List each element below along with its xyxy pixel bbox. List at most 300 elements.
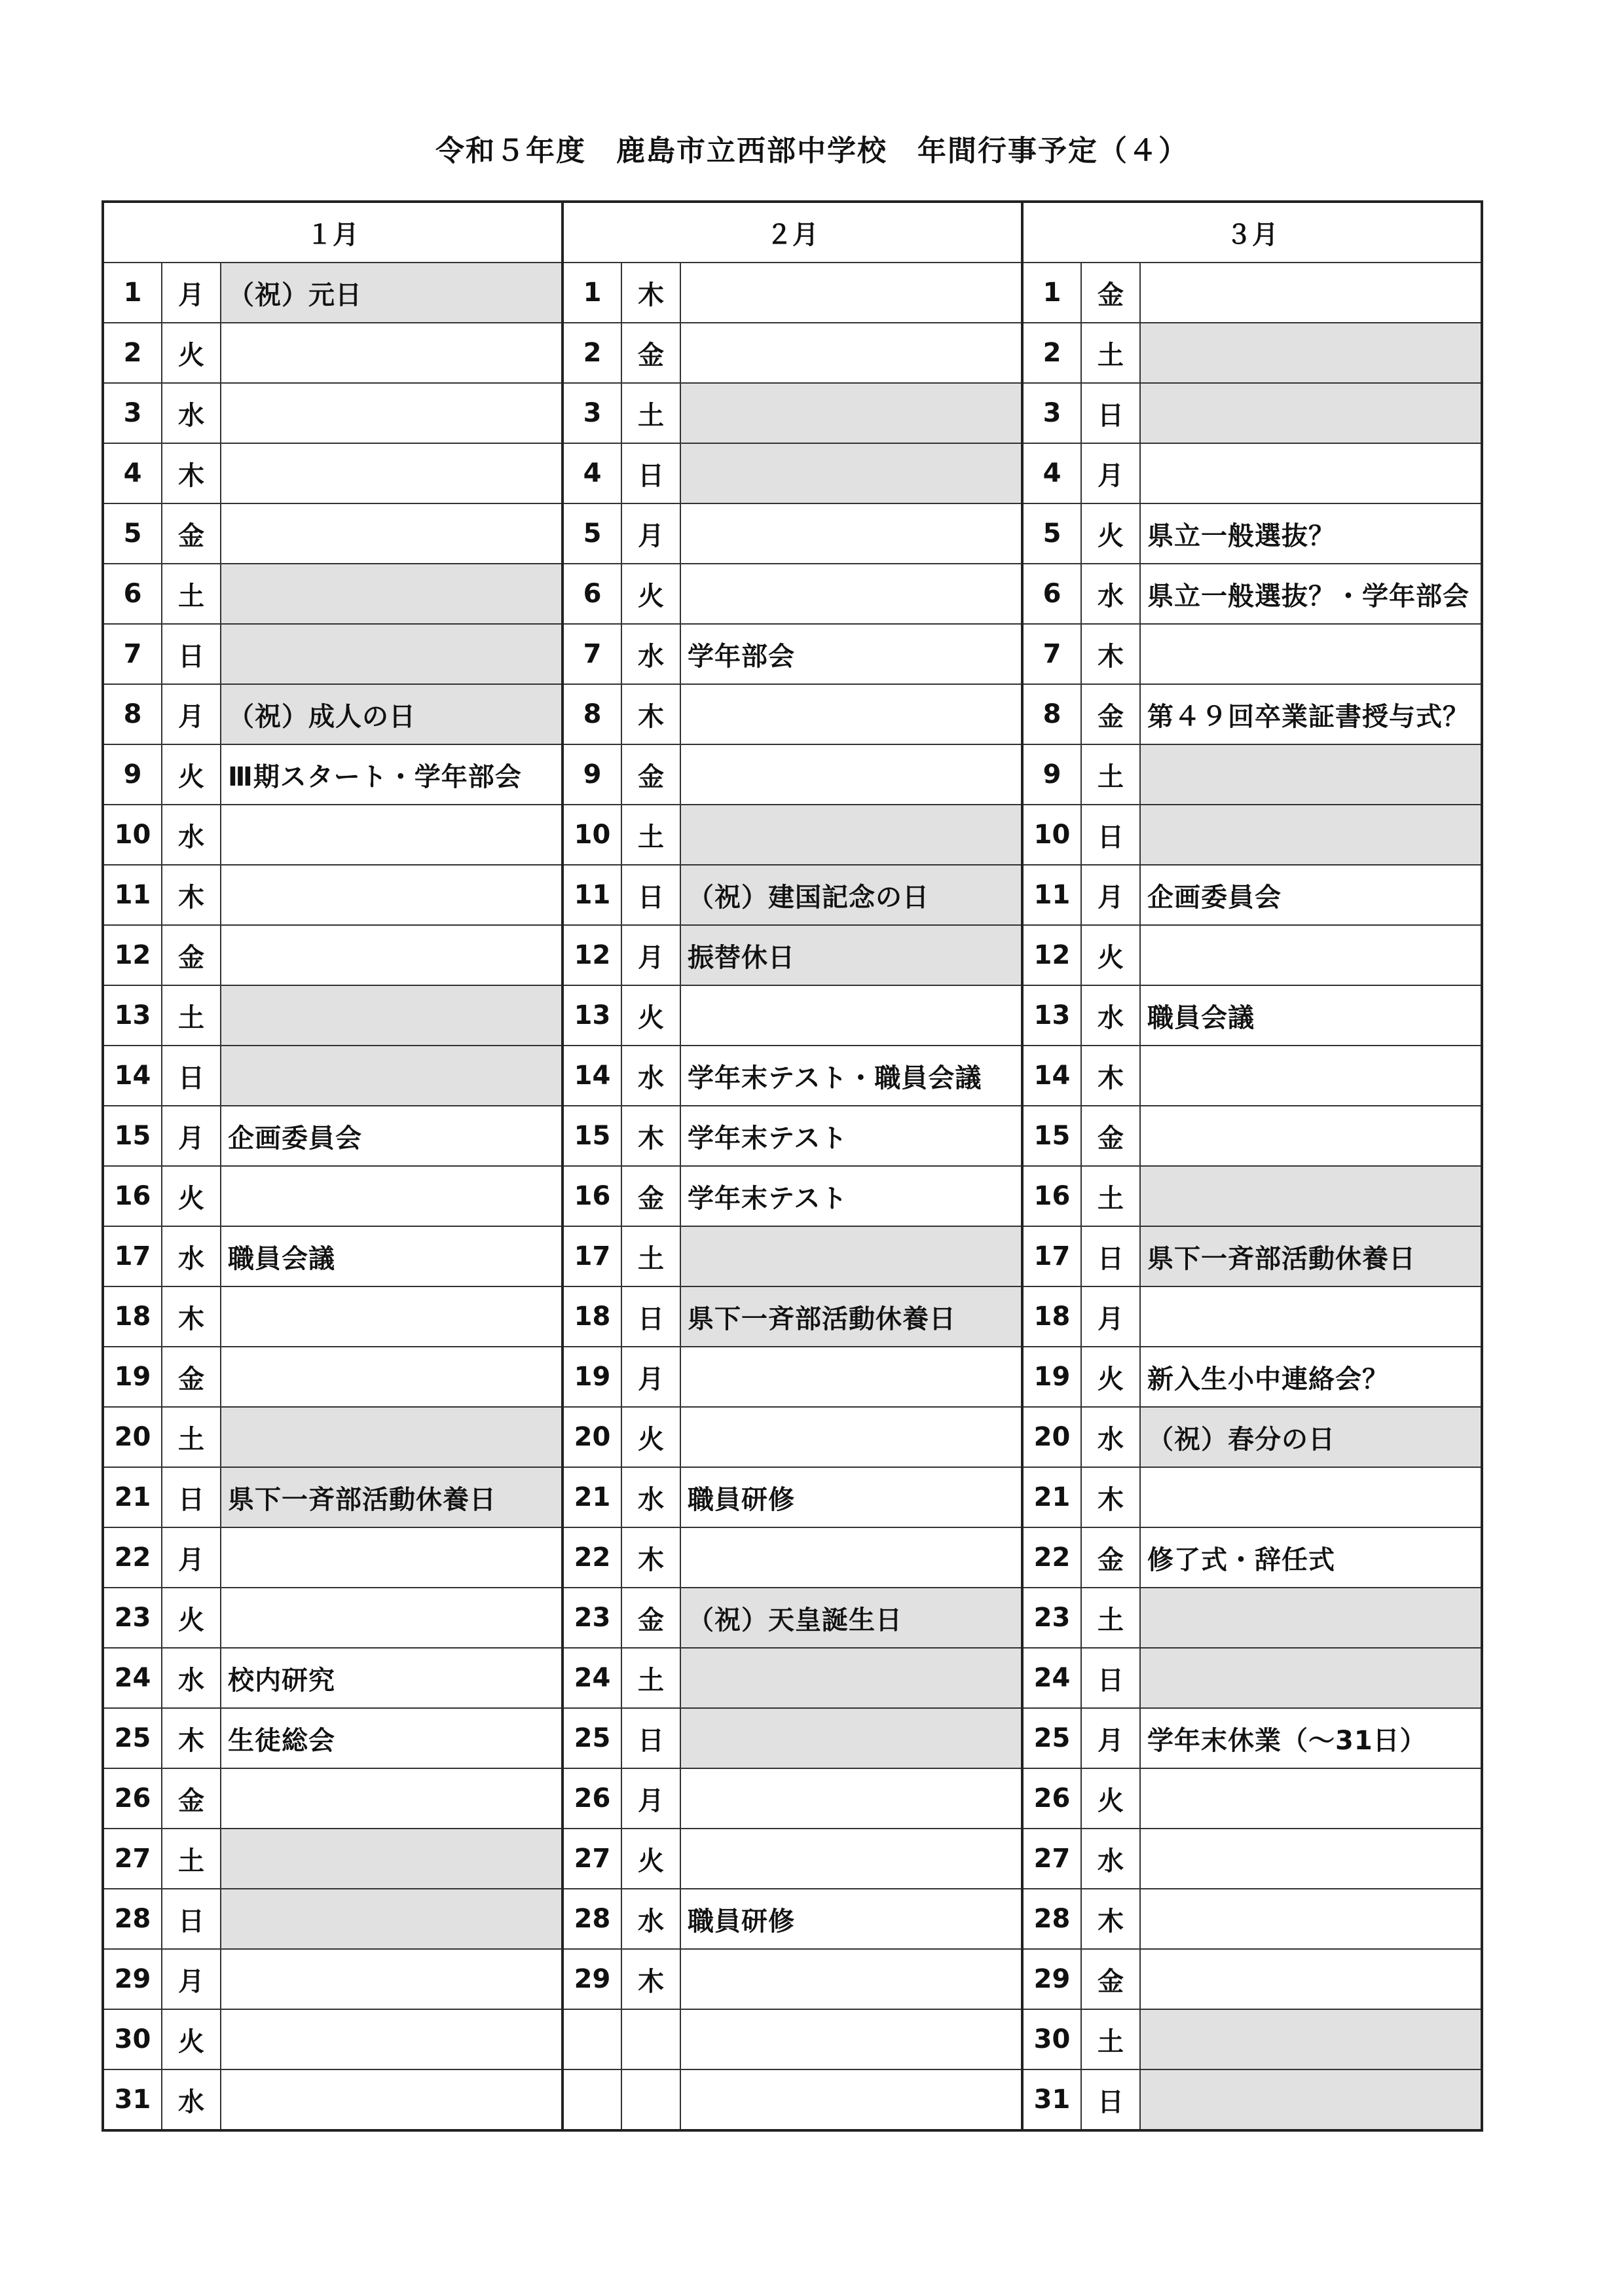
event-cell: [1140, 1829, 1482, 1889]
day-cell: 17: [563, 1226, 621, 1286]
weekday-cell: 土: [1081, 1588, 1140, 1648]
event-cell: [1140, 1768, 1482, 1829]
weekday-cell: 金: [1081, 1106, 1140, 1166]
weekday-cell: 火: [621, 1829, 680, 1889]
weekday-cell: 金: [1081, 684, 1140, 744]
day-cell: 11: [1022, 865, 1081, 925]
weekday-cell: [621, 2009, 680, 2069]
weekday-cell: 水: [621, 1467, 680, 1527]
weekday-cell: 水: [1081, 985, 1140, 1046]
weekday-cell: 日: [1081, 1648, 1140, 1708]
day-cell: 11: [103, 865, 162, 925]
day-cell: 1: [1022, 263, 1081, 323]
weekday-cell: 水: [1081, 564, 1140, 624]
event-cell: [221, 503, 563, 564]
day-cell: 20: [563, 1407, 621, 1467]
event-cell: [680, 805, 1022, 865]
weekday-cell: 木: [1081, 624, 1140, 684]
event-cell: （祝）春分の日: [1140, 1407, 1482, 1467]
table-row: [103, 1046, 1482, 1106]
weekday-cell: 木: [621, 1527, 680, 1588]
day-cell: 7: [1022, 624, 1081, 684]
weekday-cell: 月: [1081, 1286, 1140, 1347]
day-cell: 21: [563, 1467, 621, 1527]
day-cell: 25: [563, 1708, 621, 1768]
event-cell: [1140, 1046, 1482, 1106]
day-cell: 3: [1022, 383, 1081, 443]
event-cell: 新入生小中連絡会？: [1140, 1347, 1482, 1407]
event-cell: [680, 1768, 1022, 1829]
event-cell: [1140, 323, 1482, 383]
month-header-feb: ２月: [563, 202, 1022, 263]
day-cell: 23: [1022, 1588, 1081, 1648]
day-cell: 18: [1022, 1286, 1081, 1347]
table-row: [103, 1829, 1482, 1889]
table-row: [103, 1286, 1482, 1347]
day-cell: [563, 2069, 621, 2130]
month-header-mar: ３月: [1022, 202, 1482, 263]
event-cell: Ⅲ期スタート・学年部会: [221, 744, 563, 805]
event-cell: [221, 865, 563, 925]
day-cell: 26: [563, 1768, 621, 1829]
weekday-cell: 水: [1081, 1829, 1140, 1889]
table-row: [103, 1768, 1482, 1829]
event-cell: [221, 1949, 563, 2009]
event-cell: [1140, 1166, 1482, 1226]
day-cell: 3: [103, 383, 162, 443]
weekday-cell: 火: [621, 564, 680, 624]
event-cell: 職員会議: [221, 1226, 563, 1286]
weekday-cell: 木: [1081, 1046, 1140, 1106]
month-header-jan: １月: [103, 202, 563, 263]
day-cell: 5: [1022, 503, 1081, 564]
weekday-cell: 火: [621, 985, 680, 1046]
weekday-cell: 金: [1081, 263, 1140, 323]
event-cell: [1140, 1106, 1482, 1166]
event-cell: [221, 1046, 563, 1106]
event-cell: [680, 1226, 1022, 1286]
day-cell: 11: [563, 865, 621, 925]
event-cell: 県下一斉部活動休養日: [221, 1467, 563, 1527]
event-cell: [680, 383, 1022, 443]
event-cell: [680, 564, 1022, 624]
event-cell: 学年末休業（～31日）: [1140, 1708, 1482, 1768]
event-cell: [680, 1949, 1022, 2009]
weekday-cell: 金: [621, 1588, 680, 1648]
weekday-cell: 土: [1081, 1166, 1140, 1226]
weekday-cell: 木: [621, 684, 680, 744]
day-cell: 25: [1022, 1708, 1081, 1768]
weekday-cell: 火: [162, 744, 221, 805]
event-cell: [1140, 1889, 1482, 1949]
event-cell: [221, 1286, 563, 1347]
event-cell: [221, 805, 563, 865]
event-cell: [221, 624, 563, 684]
weekday-cell: 土: [1081, 2009, 1140, 2069]
day-cell: 1: [103, 263, 162, 323]
day-cell: 17: [103, 1226, 162, 1286]
event-cell: [680, 1527, 1022, 1588]
day-cell: 23: [103, 1588, 162, 1648]
weekday-cell: 土: [621, 1226, 680, 1286]
event-cell: [1140, 1588, 1482, 1648]
day-cell: 12: [103, 925, 162, 985]
day-cell: 16: [103, 1166, 162, 1226]
day-cell: 15: [103, 1106, 162, 1166]
day-cell: 22: [563, 1527, 621, 1588]
weekday-cell: 土: [621, 805, 680, 865]
event-cell: 振替休日: [680, 925, 1022, 985]
weekday-cell: 金: [1081, 1527, 1140, 1588]
event-cell: [1140, 1648, 1482, 1708]
weekday-cell: 火: [162, 2009, 221, 2069]
day-cell: 18: [103, 1286, 162, 1347]
weekday-cell: 火: [162, 1588, 221, 1648]
event-cell: [1140, 2069, 1482, 2130]
day-cell: 27: [563, 1829, 621, 1889]
day-cell: 15: [1022, 1106, 1081, 1166]
schedule-table: [101, 200, 1483, 2132]
table-row: [103, 2069, 1482, 2130]
event-cell: [221, 1527, 563, 1588]
weekday-cell: 日: [621, 1286, 680, 1347]
event-cell: [1140, 443, 1482, 503]
event-cell: [221, 1829, 563, 1889]
table-row: [103, 985, 1482, 1046]
day-cell: 16: [563, 1166, 621, 1226]
event-cell: [221, 985, 563, 1046]
day-cell: 6: [563, 564, 621, 624]
day-cell: 8: [1022, 684, 1081, 744]
weekday-cell: 日: [1081, 2069, 1140, 2130]
day-cell: 27: [103, 1829, 162, 1889]
event-cell: [221, 2009, 563, 2069]
event-cell: 学年末テスト: [680, 1166, 1022, 1226]
table-row: [103, 1708, 1482, 1768]
weekday-cell: 金: [162, 1347, 221, 1407]
weekday-cell: 金: [621, 744, 680, 805]
day-cell: 22: [103, 1527, 162, 1588]
day-cell: 25: [103, 1708, 162, 1768]
day-cell: 7: [563, 624, 621, 684]
day-cell: 14: [563, 1046, 621, 1106]
weekday-cell: 土: [1081, 323, 1140, 383]
weekday-cell: 月: [162, 263, 221, 323]
weekday-cell: 水: [621, 624, 680, 684]
table-row: [103, 1648, 1482, 1708]
event-cell: [221, 323, 563, 383]
day-cell: 17: [1022, 1226, 1081, 1286]
table-row: [103, 805, 1482, 865]
weekday-cell: 火: [162, 323, 221, 383]
event-cell: [221, 443, 563, 503]
day-cell: 20: [103, 1407, 162, 1467]
weekday-cell: 土: [162, 1829, 221, 1889]
day-cell: 4: [103, 443, 162, 503]
weekday-cell: 日: [621, 865, 680, 925]
event-cell: [680, 744, 1022, 805]
weekday-cell: 木: [1081, 1467, 1140, 1527]
event-cell: [680, 2069, 1022, 2130]
weekday-cell: 金: [1081, 1949, 1140, 2009]
weekday-cell: 水: [162, 1648, 221, 1708]
day-cell: 2: [1022, 323, 1081, 383]
day-cell: 29: [103, 1949, 162, 2009]
day-cell: 15: [563, 1106, 621, 1166]
weekday-cell: 木: [621, 1106, 680, 1166]
weekday-cell: 月: [162, 684, 221, 744]
table-row: [103, 1467, 1482, 1527]
table-row: [103, 503, 1482, 564]
day-cell: 28: [1022, 1889, 1081, 1949]
event-cell: [1140, 624, 1482, 684]
event-cell: [680, 443, 1022, 503]
event-cell: [1140, 1286, 1482, 1347]
day-cell: 13: [563, 985, 621, 1046]
event-cell: [680, 323, 1022, 383]
event-cell: [680, 1407, 1022, 1467]
day-cell: 23: [563, 1588, 621, 1648]
weekday-cell: 水: [162, 805, 221, 865]
weekday-cell: 水: [162, 1226, 221, 1286]
event-cell: [680, 1708, 1022, 1768]
weekday-cell: 火: [1081, 925, 1140, 985]
event-cell: 学年末テスト: [680, 1106, 1022, 1166]
day-cell: 8: [563, 684, 621, 744]
weekday-cell: 土: [162, 564, 221, 624]
event-cell: [221, 1166, 563, 1226]
weekday-cell: 水: [162, 383, 221, 443]
day-cell: 16: [1022, 1166, 1081, 1226]
table-row: [103, 1407, 1482, 1467]
event-cell: [680, 1829, 1022, 1889]
weekday-cell: 土: [621, 383, 680, 443]
event-cell: [221, 1768, 563, 1829]
event-cell: 県下一斉部活動休養日: [1140, 1226, 1482, 1286]
table-row: [103, 1166, 1482, 1226]
weekday-cell: 月: [162, 1949, 221, 2009]
event-cell: 県立一般選抜？・学年部会: [1140, 564, 1482, 624]
day-cell: 7: [103, 624, 162, 684]
weekday-cell: 木: [621, 263, 680, 323]
event-cell: 学年部会: [680, 624, 1022, 684]
weekday-cell: 日: [1081, 805, 1140, 865]
event-cell: （祝）成人の日: [221, 684, 563, 744]
day-cell: 6: [103, 564, 162, 624]
table-row: [103, 383, 1482, 443]
day-cell: 21: [103, 1467, 162, 1527]
event-cell: （祝）天皇誕生日: [680, 1588, 1022, 1648]
weekday-cell: 木: [162, 865, 221, 925]
event-cell: [680, 1648, 1022, 1708]
weekday-cell: 水: [1081, 1407, 1140, 1467]
table-row: [103, 744, 1482, 805]
event-cell: 職員研修: [680, 1889, 1022, 1949]
month-header-row: [103, 202, 1482, 263]
weekday-cell: 水: [162, 2069, 221, 2130]
table-row: [103, 684, 1482, 744]
event-cell: 企画委員会: [221, 1106, 563, 1166]
day-cell: 26: [1022, 1768, 1081, 1829]
day-cell: 5: [103, 503, 162, 564]
table-row: [103, 1527, 1482, 1588]
weekday-cell: 木: [1081, 1889, 1140, 1949]
table-row: [103, 1347, 1482, 1407]
weekday-cell: 火: [621, 1407, 680, 1467]
weekday-cell: 日: [162, 1467, 221, 1527]
day-cell: 24: [1022, 1648, 1081, 1708]
event-cell: [680, 684, 1022, 744]
day-cell: 13: [103, 985, 162, 1046]
table-row: [103, 1949, 1482, 2009]
weekday-cell: 金: [162, 503, 221, 564]
event-cell: [1140, 1467, 1482, 1527]
table-row: [103, 263, 1482, 323]
day-cell: 12: [1022, 925, 1081, 985]
weekday-cell: 火: [1081, 503, 1140, 564]
weekday-cell: 火: [162, 1166, 221, 1226]
event-cell: [221, 564, 563, 624]
weekday-cell: 木: [621, 1949, 680, 2009]
event-cell: [680, 1347, 1022, 1407]
event-cell: 学年末テスト・職員会議: [680, 1046, 1022, 1106]
table-row: [103, 1889, 1482, 1949]
weekday-cell: 月: [621, 1768, 680, 1829]
event-cell: [1140, 925, 1482, 985]
weekday-cell: [621, 2069, 680, 2130]
table-row: [103, 1588, 1482, 1648]
table-row: [103, 323, 1482, 383]
weekday-cell: 木: [162, 1708, 221, 1768]
event-cell: 職員研修: [680, 1467, 1022, 1527]
event-cell: [1140, 1949, 1482, 2009]
weekday-cell: 土: [1081, 744, 1140, 805]
event-cell: [1140, 263, 1482, 323]
weekday-cell: 月: [162, 1527, 221, 1588]
event-cell: [1140, 2009, 1482, 2069]
weekday-cell: 金: [621, 1166, 680, 1226]
event-cell: 職員会議: [1140, 985, 1482, 1046]
weekday-cell: 水: [621, 1889, 680, 1949]
event-cell: （祝）建国記念の日: [680, 865, 1022, 925]
day-cell: 9: [103, 744, 162, 805]
event-cell: （祝）元日: [221, 263, 563, 323]
table-row: [103, 624, 1482, 684]
day-cell: 1: [563, 263, 621, 323]
event-cell: 校内研究: [221, 1648, 563, 1708]
table-row: [103, 925, 1482, 985]
event-cell: [221, 1889, 563, 1949]
weekday-cell: 水: [621, 1046, 680, 1106]
day-cell: 9: [1022, 744, 1081, 805]
event-cell: 第４９回卒業証書授与式？: [1140, 684, 1482, 744]
weekday-cell: 日: [162, 1889, 221, 1949]
day-cell: 30: [1022, 2009, 1081, 2069]
event-cell: 企画委員会: [1140, 865, 1482, 925]
event-cell: [1140, 383, 1482, 443]
day-cell: 24: [103, 1648, 162, 1708]
day-cell: 9: [563, 744, 621, 805]
table-row: [103, 1106, 1482, 1166]
weekday-cell: 日: [621, 443, 680, 503]
event-cell: 修了式・辞任式: [1140, 1527, 1482, 1588]
event-cell: [680, 2009, 1022, 2069]
weekday-cell: 月: [621, 503, 680, 564]
weekday-cell: 金: [162, 925, 221, 985]
day-cell: 4: [1022, 443, 1081, 503]
event-cell: [1140, 805, 1482, 865]
day-cell: 29: [1022, 1949, 1081, 2009]
table-row: [103, 865, 1482, 925]
day-cell: 19: [103, 1347, 162, 1407]
event-cell: [221, 383, 563, 443]
day-cell: 14: [1022, 1046, 1081, 1106]
weekday-cell: 金: [162, 1768, 221, 1829]
table-row: [103, 1226, 1482, 1286]
table-row: [103, 564, 1482, 624]
event-cell: [221, 925, 563, 985]
table-row: [103, 443, 1482, 503]
day-cell: 19: [563, 1347, 621, 1407]
day-cell: 22: [1022, 1527, 1081, 1588]
weekday-cell: 土: [162, 985, 221, 1046]
event-cell: [221, 1347, 563, 1407]
day-cell: 5: [563, 503, 621, 564]
weekday-cell: 火: [1081, 1347, 1140, 1407]
event-cell: 生徒総会: [221, 1708, 563, 1768]
weekday-cell: 月: [1081, 865, 1140, 925]
day-cell: 28: [563, 1889, 621, 1949]
weekday-cell: 木: [162, 1286, 221, 1347]
event-cell: 県立一般選抜？: [1140, 503, 1482, 564]
weekday-cell: 日: [1081, 1226, 1140, 1286]
day-cell: 6: [1022, 564, 1081, 624]
event-cell: [680, 985, 1022, 1046]
day-cell: 12: [563, 925, 621, 985]
day-cell: 27: [1022, 1829, 1081, 1889]
day-cell: 26: [103, 1768, 162, 1829]
day-cell: 10: [103, 805, 162, 865]
day-cell: 10: [563, 805, 621, 865]
weekday-cell: 月: [621, 925, 680, 985]
weekday-cell: 月: [621, 1347, 680, 1407]
weekday-cell: 火: [1081, 1768, 1140, 1829]
weekday-cell: 日: [162, 1046, 221, 1106]
weekday-cell: 月: [1081, 443, 1140, 503]
weekday-cell: 日: [162, 624, 221, 684]
day-cell: 10: [1022, 805, 1081, 865]
page-title: 令和５年度 鹿島市立西部中学校 年間行事予定（４）: [435, 134, 1189, 168]
day-cell: 28: [103, 1889, 162, 1949]
weekday-cell: 土: [621, 1648, 680, 1708]
event-cell: [221, 2069, 563, 2130]
weekday-cell: 金: [621, 323, 680, 383]
day-cell: 14: [103, 1046, 162, 1106]
event-cell: [680, 263, 1022, 323]
day-cell: 31: [103, 2069, 162, 2130]
event-cell: 県下一斉部活動休養日: [680, 1286, 1022, 1347]
day-cell: [563, 2009, 621, 2069]
day-cell: 31: [1022, 2069, 1081, 2130]
day-cell: 30: [103, 2009, 162, 2069]
weekday-cell: 日: [621, 1708, 680, 1768]
day-cell: 2: [103, 323, 162, 383]
event-cell: [221, 1588, 563, 1648]
weekday-cell: 月: [162, 1106, 221, 1166]
day-cell: 24: [563, 1648, 621, 1708]
day-cell: 4: [563, 443, 621, 503]
day-cell: 19: [1022, 1347, 1081, 1407]
